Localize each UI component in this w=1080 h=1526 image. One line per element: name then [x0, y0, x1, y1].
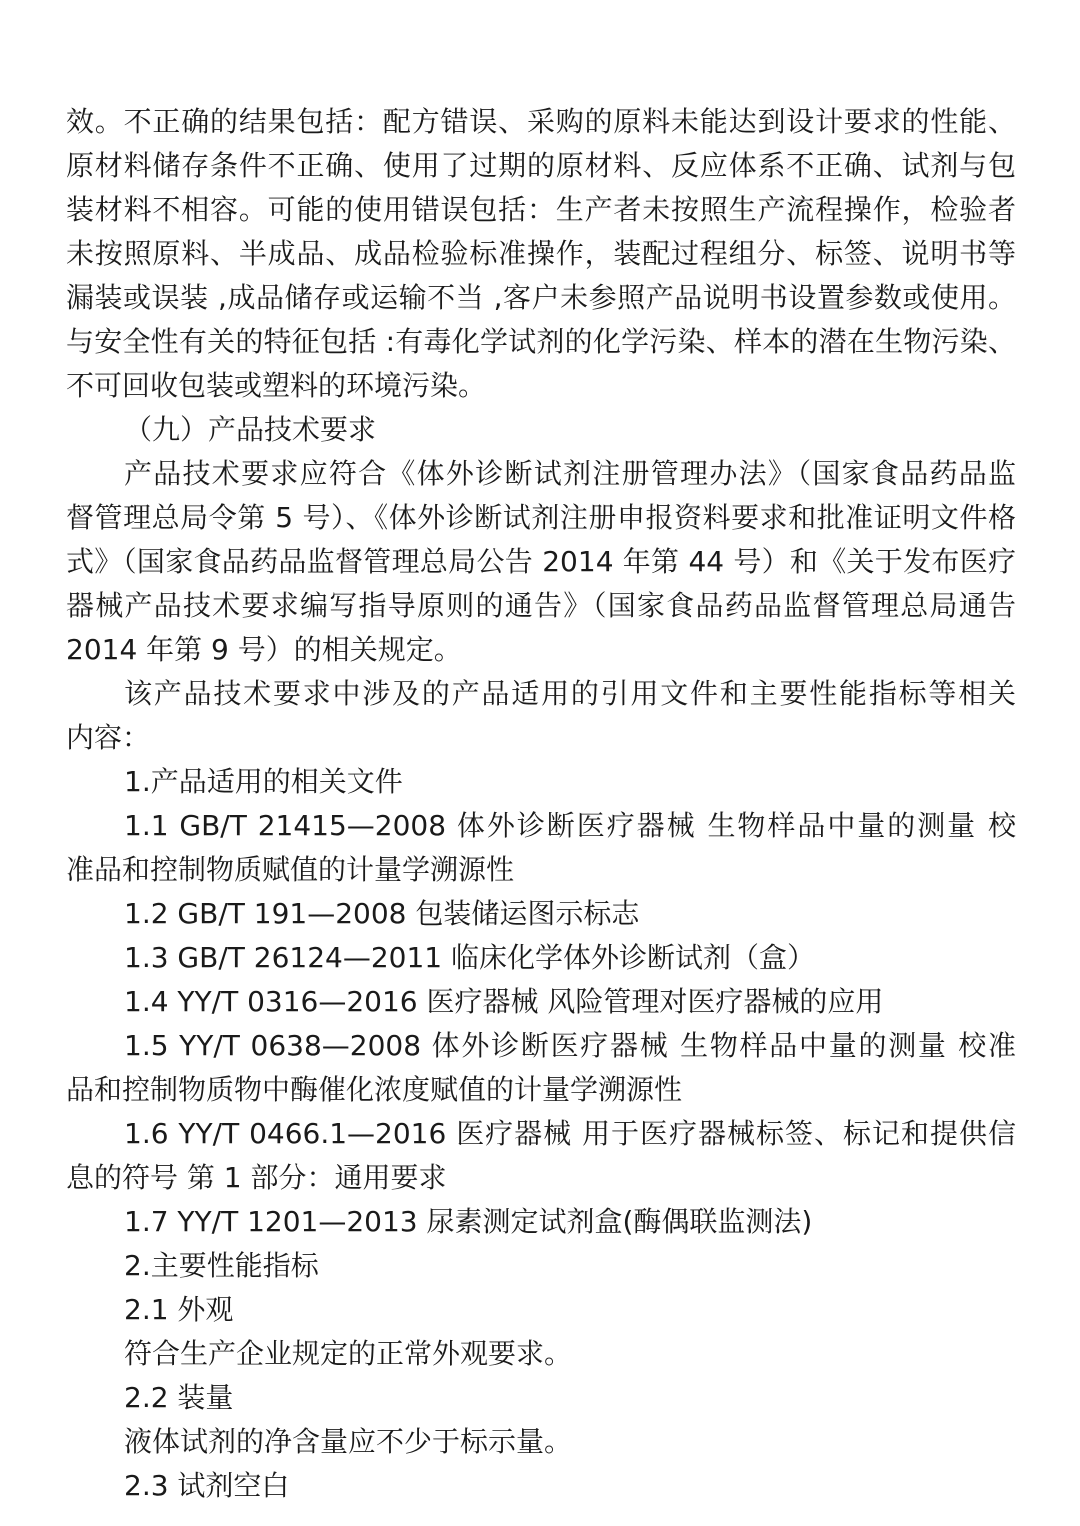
list-item: 1.6 YY/T 0466.1—2016 医疗器械 用于医疗器械标签、标记和提供信	[124, 1117, 1016, 1150]
list-item-continuation: 息的符号 第 1 部分：通用要求	[66, 1161, 447, 1194]
sub-heading: 2.1 外观	[124, 1293, 234, 1326]
list-item: 1.1 GB/T 21415—2008 体外诊断医疗器械 生物样品中量的测量 校	[124, 809, 1016, 842]
paragraph-line: 效。不正确的结果包括：配方错误、采购的原料未能达到设计要求的性能、	[66, 105, 1016, 138]
paragraph-line: 督管理总局令第 5 号）、《体外诊断试剂注册申报资料要求和批准证明文件格	[66, 501, 1016, 534]
paragraph-line: 装材料不相容。可能的使用错误包括：生产者未按照生产流程操作，检验者	[66, 193, 1016, 226]
paragraph-line: 符合生产企业规定的正常外观要求。	[124, 1337, 573, 1370]
section-heading: （九）产品技术要求	[124, 413, 377, 446]
paragraph-line: 内容：	[66, 721, 151, 754]
paragraph-line: 2014 年第 9 号）的相关规定。	[66, 633, 462, 666]
list-item: 1.3 GB/T 26124—2011 临床化学体外诊断试剂（盒）	[124, 941, 816, 974]
list-item-continuation: 准品和控制物质赋值的计量学溯源性	[66, 853, 515, 886]
list-item: 1.4 YY/T 0316—2016 医疗器械 风险管理对医疗器械的应用	[124, 985, 884, 1018]
sub-heading: 2.2 装量	[124, 1381, 234, 1414]
paragraph-line: 产品技术要求应符合《体外诊断试剂注册管理办法》（国家食品药品监	[124, 457, 1016, 490]
paragraph-line: 与安全性有关的特征包括 :有毒化学试剂的化学污染、样本的潜在生物污染、	[66, 325, 1016, 358]
paragraph-line: 不可回收包装或塑料的环境污染。	[66, 369, 487, 402]
list-item: 1.5 YY/T 0638—2008 体外诊断医疗器械 生物样品中量的测量 校准	[124, 1029, 1016, 1062]
paragraph-line: 未按照原料、半成品、成品检验标准操作，装配过程组分、标签、说明书等	[66, 237, 1016, 270]
paragraph-line: 漏装或误装 ,成品储存或运输不当 ,客户未参照产品说明书设置参数或使用。	[66, 281, 1016, 314]
list-item: 1.2 GB/T 191—2008 包装储运图示标志	[124, 897, 640, 930]
paragraph-line: 器械产品技术要求编写指导原则的通告》（国家食品药品监督管理总局通告	[66, 589, 1016, 622]
list-item: 1.7 YY/T 1201—2013 尿素测定试剂盒(酶偶联监测法)	[124, 1205, 813, 1238]
paragraph-line: 原材料储存条件不正确、使用了过期的原材料、反应体系不正确、试剂与包	[66, 149, 1016, 182]
paragraph-line: 式》（国家食品药品监督管理总局公告 2014 年第 44 号）和《关于发布医疗	[66, 545, 1016, 578]
paragraph-line: 液体试剂的净含量应不少于标示量。	[124, 1425, 573, 1458]
list-item-continuation: 品和控制物质物中酶催化浓度赋值的计量学溯源性	[66, 1073, 683, 1106]
list-heading: 1.产品适用的相关文件	[124, 765, 403, 798]
sub-heading: 2.3 试剂空白	[124, 1469, 290, 1502]
paragraph-line: 该产品技术要求中涉及的产品适用的引用文件和主要性能指标等相关	[124, 677, 1016, 710]
list-heading: 2.主要性能指标	[124, 1249, 319, 1282]
